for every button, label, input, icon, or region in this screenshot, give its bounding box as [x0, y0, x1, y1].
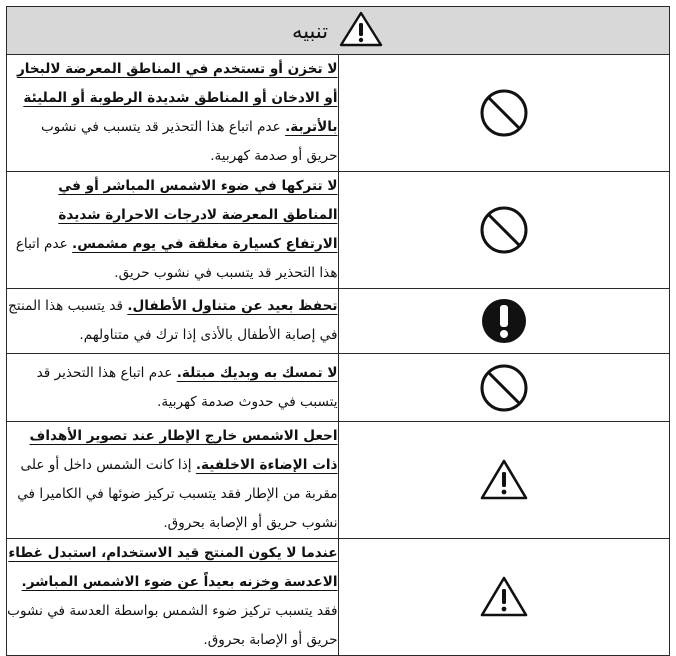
caution-bold-4: لا تمسك به وبديك مبتلة.: [176, 364, 338, 381]
prohibited-icon: [339, 87, 670, 139]
prohibited-icon: [339, 362, 670, 414]
caution-row-2: [7, 172, 670, 289]
caution-row-4: [7, 354, 670, 422]
caution-body-3: قد يتسبب هذا المنتج في إصابة الأطفال بالأذى إذا ترك في متناولهم.: [8, 298, 338, 343]
caution-row-6: [7, 539, 670, 656]
prohibited-icon: [339, 204, 670, 256]
caution-bold-1: لا تخزن أو تستخدم في المناطق المعرضة لالبخار أو الادخان أو المناطق شديدة الرطوبة أو المليئة بالأتربة.: [16, 61, 338, 135]
caution-icon-cell-1: [338, 55, 670, 172]
caution-table: [6, 6, 670, 656]
warning-triangle-icon: [338, 10, 384, 52]
mandatory-exclamation-icon: [339, 296, 670, 346]
caution-row-5: [7, 422, 670, 539]
caution-bold-2: لا تتركها في ضوء الاشمس المباشر أو في المناطق المعرضة لادرجات الاحرارة شديدة الارتفاع كسيارة مغلقة في يوم مشمس.: [58, 178, 338, 252]
caution-icon-cell-5: [338, 422, 670, 539]
caution-body-4: عدم اتباع هذا التحذير قد يتسبب في حدوث صدمة كهربية.: [36, 364, 338, 410]
caution-text-4: [7, 354, 339, 422]
caution-body-2: عدم اتباع هذا التحذير قد يتسبب في نشوب حريق.: [15, 236, 338, 281]
caution-icon-cell-4: [338, 354, 670, 422]
caution-row-1: [7, 55, 670, 172]
caution-header-cell: [7, 7, 670, 55]
caution-header: [7, 7, 670, 55]
caution-text-5: [7, 422, 339, 539]
caution-title: تنبيه: [291, 18, 329, 43]
caution-icon-cell-3: [338, 289, 670, 354]
caution-icon-cell-6: [338, 539, 670, 656]
caution-text-2: [7, 172, 339, 289]
caution-bold-3: تحفظ بعيد عن متناول الأطفال.: [127, 298, 338, 314]
caution-bold-6: عندما لا يكون المنتج قيد الاستخدام، استبدل غطاء الاعدسة وخزنه بعيداً عن ضوء الاشمس المباشر.: [8, 545, 338, 590]
caution-text-1: [7, 55, 339, 172]
caution-bold-5: احعل الاشمس خارج الإطار عند تصوير الأهداف ذات الإضاءة الاخلفية.: [29, 428, 338, 473]
caution-row-3: [7, 289, 670, 354]
caution-text-3: [7, 289, 339, 354]
caution-body-1: عدم اتباع هذا التحذير قد يتسبب في نشوب حريق أو صدمة كهربية.: [40, 119, 338, 164]
caution-body-6: فقد يتسبب تركيز ضوء الشمس بواسطة العدسة في نشوب حريق أو الإصابة بحروق.: [7, 603, 338, 648]
caution-text-6: [7, 539, 339, 656]
warning-triangle-icon: [339, 458, 670, 502]
warning-triangle-icon: [339, 575, 670, 619]
caution-body-5: إذا كانت الشمس داخل أو على مقربة من الإطار فقد يتسبب تركيز ضوئها في الكاميرا في نشوب حريق أو الإصابة بحروق.: [17, 457, 338, 531]
caution-icon-cell-2: [338, 172, 670, 289]
